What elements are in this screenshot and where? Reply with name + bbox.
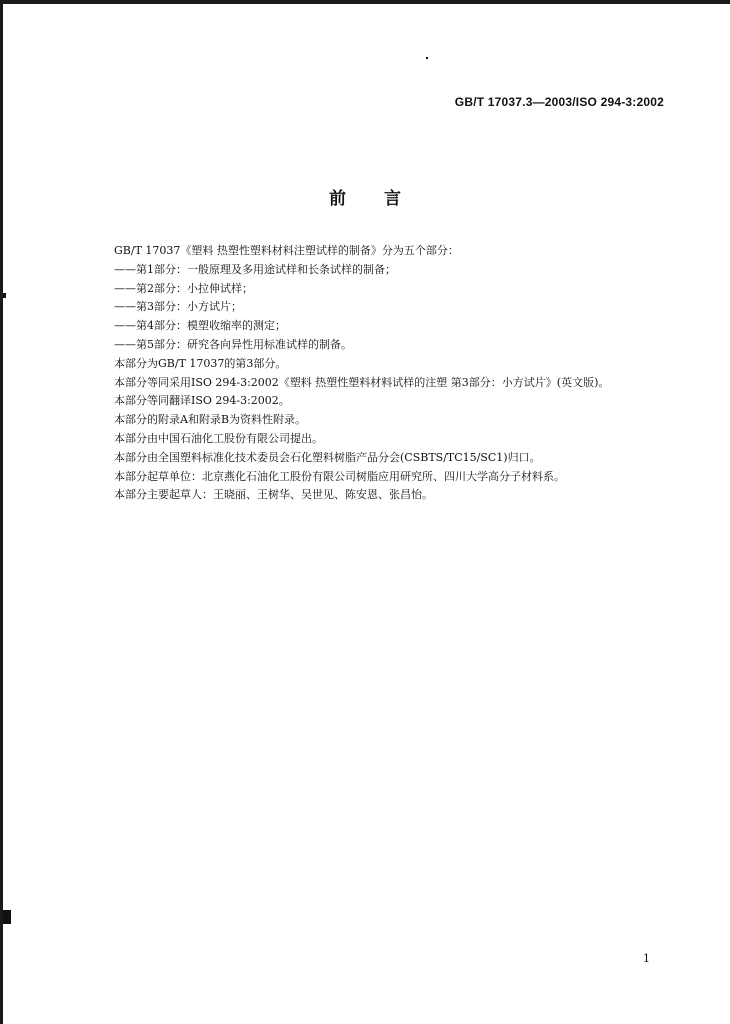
scan-border-left bbox=[0, 0, 3, 1024]
standard-code-header: GB/T 17037.3—2003/ISO 294-3:2002 bbox=[454, 95, 664, 109]
list-item: ——第4部分：模塑收缩率的测定； bbox=[114, 319, 286, 333]
scan-speck bbox=[3, 293, 6, 298]
paragraph: GB/T 17037《塑料 热塑性塑料材料注塑试样的制备》分为五个部分： bbox=[114, 244, 459, 257]
page-title: 前言 bbox=[329, 189, 439, 209]
page-number: 1 bbox=[643, 952, 650, 965]
paragraph: 本部分等同采用ISO 294-3:2002《塑料 热塑性塑料材料试样的注塑 第3部分：小方试片》(英文版)。 bbox=[114, 375, 610, 389]
paragraph: 本部分由全国塑料标准化技术委员会石化塑料树脂产品分会(CSBTS/TC15/SC1)归口。 bbox=[114, 450, 541, 464]
scan-speck bbox=[3, 910, 11, 924]
paragraph: 本部分主要起草人：王晓丽、王树华、吴世见、陈安恩、张昌怡。 bbox=[114, 488, 433, 502]
list-item: ——第1部分：一般原理及多用途试样和长条试样的制备； bbox=[114, 262, 396, 276]
paragraph: 本部分为GB/T 17037的第3部分。 bbox=[114, 356, 287, 370]
list-item: ——第5部分：研究各向异性用标准试样的制备。 bbox=[114, 337, 352, 351]
scan-speck bbox=[426, 57, 428, 59]
paragraph: 本部分的附录A和附录B为资料性附录。 bbox=[114, 413, 307, 427]
paragraph: 本部分起草单位：北京燕化石油化工股份有限公司树脂应用研究所、四川大学高分子材料系。 bbox=[114, 469, 565, 483]
foreword-body bbox=[88, 242, 666, 505]
paragraph: 本部分等同翻译ISO 294-3:2002。 bbox=[114, 394, 290, 408]
paragraph: 本部分由中国石油化工股份有限公司提出。 bbox=[114, 431, 323, 445]
scan-border-top bbox=[0, 0, 730, 4]
list-item: ——第3部分：小方试片； bbox=[114, 300, 242, 314]
list-item: ——第2部分：小拉伸试样； bbox=[114, 281, 253, 295]
